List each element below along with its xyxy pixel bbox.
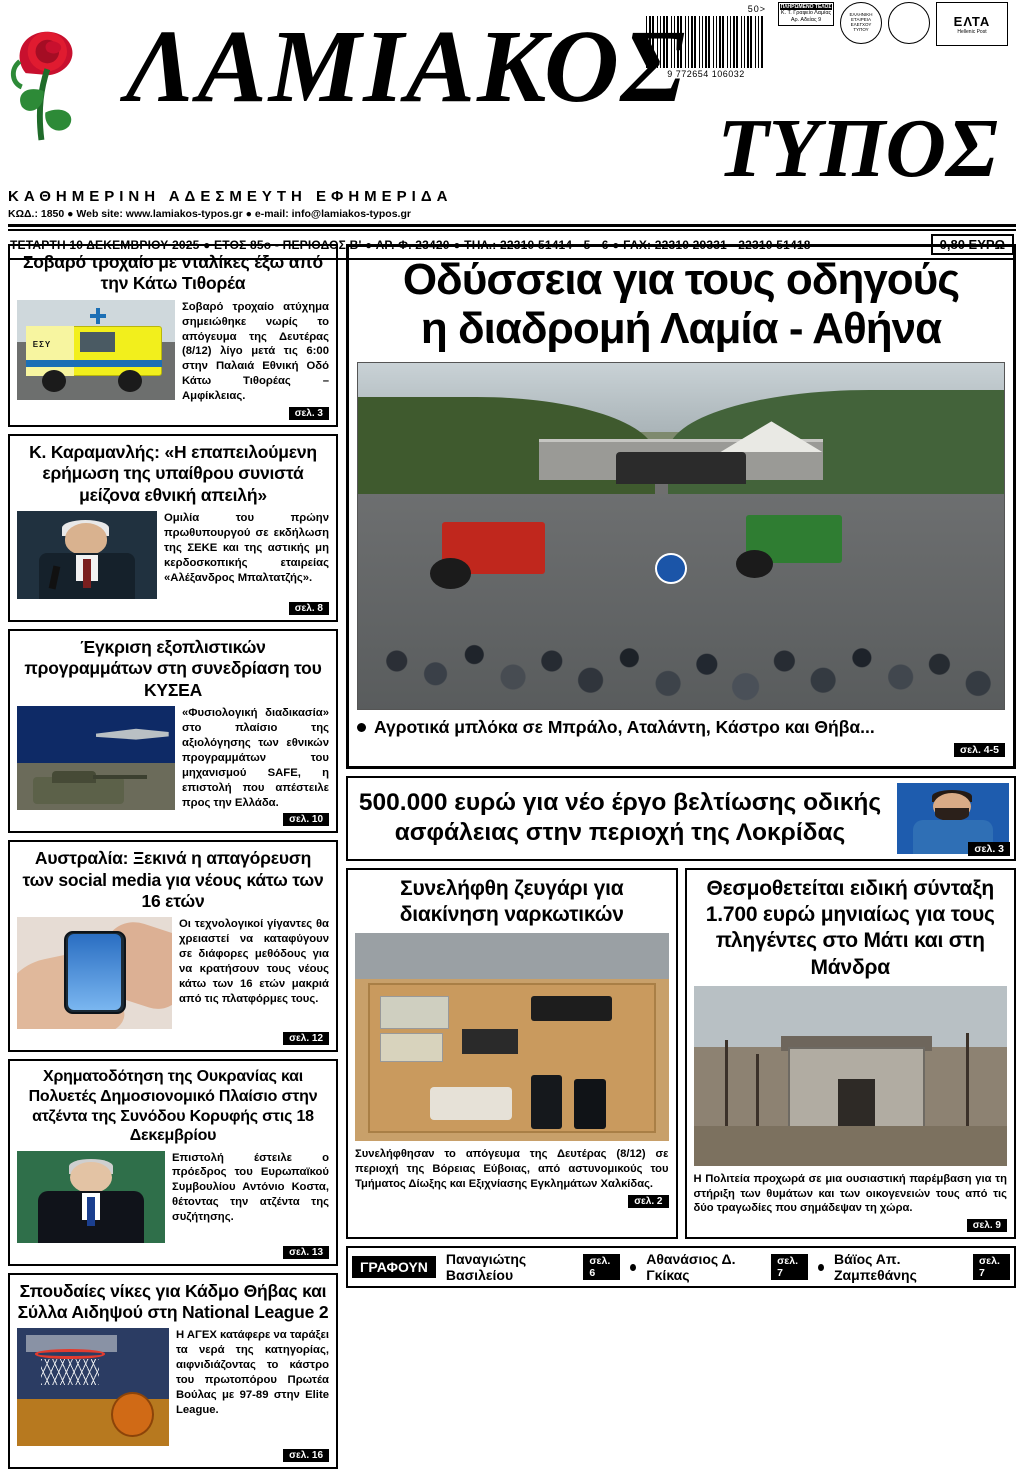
press-control-seal: ΕΛΛΗΝΙΚΗ ΕΤΑΙΡΕΙΑ ΕΛΕΓΧΟΥ ΤΥΠΟΥ (840, 2, 882, 44)
page-reference-badge[interactable]: σελ. 13 (283, 1246, 329, 1259)
prepaid-postage-body: Κ. Τ. Γραφείο Λαμίας Αρ. Αδείας 9 (780, 10, 832, 24)
military-photo (17, 706, 175, 810)
contributor-name[interactable]: Αθανάσιος Δ. Γκίκας (646, 1251, 736, 1284)
article-card-truck-crash[interactable] (8, 244, 338, 427)
article-card-road-safety[interactable] (346, 776, 1016, 861)
article-text: Η ΑΓΕΧ κατάφερε να ταράξει τα νερά της κατηγορίας, αιφνιδιάζοντας το κάστρο του πρωτοπόρου Πρωτέα Βούλας με 97-89 στην Elite League. (176, 1329, 330, 1416)
page-reference-badge[interactable]: σελ. 8 (289, 602, 329, 615)
price-badge: 0,80 ΕΥΡΩ (931, 234, 1014, 255)
barcode-number: 9 772654 106032 (667, 69, 745, 79)
contributor-name[interactable]: Βάϊος Απ. Ζαμπεθάνης (833, 1251, 917, 1284)
article-card-australia[interactable] (8, 840, 338, 1052)
barcode-issue-marker: 50> (747, 4, 766, 14)
burnt-house-photo (694, 986, 1008, 1166)
prepaid-postage-head: ΠΛΗΡΩΜΕΝΟ ΤΕΛΟΣ (780, 4, 832, 10)
separator-dot-icon (818, 1264, 824, 1271)
page-reference-badge[interactable]: σελ. 7 (771, 1254, 808, 1280)
article-caption: Η Πολιτεία προχωρά σε μια ουσιαστική παρέμβαση για τη στήριξη των θυμάτων και των οικογενειών τους από τις δύο τραγωδίες που σημάδεψαν τη χώρα. (693, 1172, 1007, 1215)
article-headline: Συνελήφθη ζευγάρι για διακίνηση ναρκωτικών (399, 876, 624, 927)
left-column (8, 244, 338, 1476)
page-reference-badge[interactable]: σελ. 2 (628, 1195, 668, 1208)
smartphone-photo (17, 917, 172, 1029)
contributors-label: ΓΡΑΦΟΥΝ (352, 1256, 436, 1278)
page-reference-badge[interactable]: σελ. 6 (583, 1254, 620, 1280)
page-reference-badge[interactable]: σελ. 3 (968, 842, 1010, 856)
dateline-text: ΤΕΤΑΡΤΗ 10 ΔΕΚΕΜΒΡΙΟΥ 2025 ● ΕΤΟΣ 85ο - ΠΕΡΙΟΔΟΣ Β' ● ΑΡ. Φ. 23420 ● ΤΗΛ.: 22310 51414 - 5 - 6 ● FAX: 22310 29331 - 22310 51418 (10, 237, 811, 252)
page-reference-badge[interactable]: σελ. 7 (973, 1254, 1010, 1280)
contributor-name[interactable]: Παναγιώτης Βασιλείου (445, 1251, 527, 1284)
article-text: Ομιλία του πρώην πρωθυπουργού σε εκδήλωση της ΣΕΚΕ και της αστικής μη κερδοσκοπικής εταιρείας «Αλέξανδρος Μπαλτατζής». (164, 512, 329, 584)
article-text: Οι τεχνολογικοί γίγαντες θα χρειαστεί να καταφύγουν σε διάφορες μεθόδους για να κρατήσουν τους νέους κάτω των 16 ετών μακριά από τις πλατφόρμες τους. (179, 918, 329, 1005)
article-headline: Έγκριση εξοπλιστικών προγραμμάτων στη συνεδρίαση του ΚΥΣΕΑ (24, 637, 322, 700)
article-text: Επιστολή έστειλε ο πρόεδρος του Ευρωπαϊκού Συμβουλίου Αντόνιο Κοστα, θέτοντας την ατζέντα της συζήτησης. (172, 1151, 329, 1224)
article-card-drug-arrest[interactable] (346, 868, 678, 1239)
page-reference-badge[interactable]: σελ. 9 (967, 1219, 1007, 1232)
article-headline: Θεσμοθετείται ειδική σύνταξη 1.700 ευρώ μηνιαίως για τους πληγέντες στο Μάτι και στη Μάνδρα (705, 876, 995, 979)
article-headline: Αυστραλία: Ξεκινά η απαγόρευση των social media για νέους κάτω των 16 ετών (22, 848, 324, 912)
lead-headline-line2: η διαδρομή Λαμία - Αθήνα (420, 304, 942, 354)
article-text: Σοβαρό τροχαίο ατύχημα σημειώθηκε νωρίς το απόγευμα της Δευτέρας (8/12) λίγο μετά τις 6:00 στην Παλαιά Εθνική Οδό Κάτω Τιθορέας –Αμφίκλειας. (182, 300, 329, 403)
article-card-basketball[interactable] (8, 1273, 338, 1470)
page-reference-badge[interactable]: σελ. 4-5 (954, 743, 1005, 757)
page-reference-badge[interactable]: σελ. 3 (289, 407, 329, 420)
tractor-roadblock-photo (357, 362, 1005, 710)
lead-headline-line1: Οδύσσεια για τους οδηγούς (402, 255, 960, 304)
page-reference-badge[interactable]: σελ. 16 (283, 1449, 329, 1462)
page-reference-badge[interactable]: σελ. 10 (283, 813, 329, 826)
rose-logo-icon (8, 18, 126, 148)
article-card-karamanlis[interactable] (8, 434, 338, 622)
newspaper-title: ΛΑΜΙΑΚΟΣ (126, 9, 688, 124)
speaker-photo (17, 511, 157, 599)
article-headline: Κ. Καραμανλής: «Η επαπειλούμενη ερήμωση της υπαίθρου συνιστά μείζονα εθνική απειλή» (29, 442, 317, 505)
lead-headline (357, 255, 1005, 354)
article-text: «Φυσιολογική διαδικασία» στο πλαίσιο της αξιολόγησης των εθνικών προγραμμάτων του μηχανισμού SAFE, η επιστολή που απέστειλε προς την Ελλάδα. (182, 707, 329, 809)
separator-dot-icon (630, 1264, 636, 1271)
lead-caption-text: Αγροτικά μπλόκα σε Μπράλο, Αταλάντη, Κάστρο και Θήβα... (374, 716, 875, 737)
elta-subtitle: Hellenic Post (957, 28, 987, 35)
bullet-icon (357, 723, 366, 732)
masthead (8, 0, 1016, 253)
lead-story[interactable] (346, 244, 1016, 769)
right-column (346, 244, 1016, 1476)
article-caption: Συνελήφθησαν το απόγευμα της Δευτέρας (8/12) σε περιοχή της Βόρειας Εύβοιας, από αστυνομικούς του Τμήματος Δίωξης και Εξιχνίασης Εγκλημάτων Χαλκίδας. (355, 1148, 669, 1190)
basketball-photo (17, 1328, 169, 1446)
article-headline: Σπουδαίες νίκες για Κάδμο Θήβας και Σύλλα Αιδηψού στη National League 2 (17, 1280, 329, 1322)
ambulance-photo: ΕΣΥ (17, 300, 175, 400)
portrait-photo (17, 1151, 165, 1243)
article-headline: Χρηματοδότηση της Ουκρανίας και Πολυετές Δημοσιονομικό Πλαίσιο στην ατζέντα της Συνόδου Κορυφής στις 18 Δεκεμβρίου (28, 1068, 318, 1145)
article-card-kysea[interactable] (8, 629, 338, 833)
page-content (8, 244, 1016, 1476)
article-headline: Σοβαρό τροχαίο με νταλίκες έξω από την Κάτω Τιθορέα (22, 252, 323, 294)
seized-drugs-photo (355, 933, 669, 1141)
masthead-rule (8, 224, 1016, 227)
page-reference-badge[interactable]: σελ. 12 (283, 1032, 329, 1045)
elta-name: ΕΛΤΑ (953, 13, 991, 29)
article-card-ukraine-summit[interactable] (8, 1059, 338, 1265)
lead-caption (357, 717, 1005, 738)
contributors-bar (346, 1246, 1016, 1288)
masthead-contact: ΚΩΔ.: 1850 ● Web site: www.lamiakos-typos.gr ● e-mail: info@lamiakos-typos.gr (8, 208, 411, 221)
bottom-cards-row (346, 868, 1016, 1239)
masthead-tagline: ΚΑΘΗΜΕΡΙΝΗ ΑΔΕΣΜΕΥΤΗ ΕΦΗΜΕΡΙΔΑ (8, 188, 453, 206)
article-card-special-pension[interactable] (685, 868, 1017, 1239)
article-headline: 500.000 ευρώ για νέο έργο βελτίωσης οδικής ασφάλειας στην περιοχή της Λοκρίδας (358, 788, 882, 847)
newspaper-title-second-word: ΤΥΠΟΣ (717, 101, 998, 195)
lead-page-reference-wrap (357, 740, 1005, 758)
